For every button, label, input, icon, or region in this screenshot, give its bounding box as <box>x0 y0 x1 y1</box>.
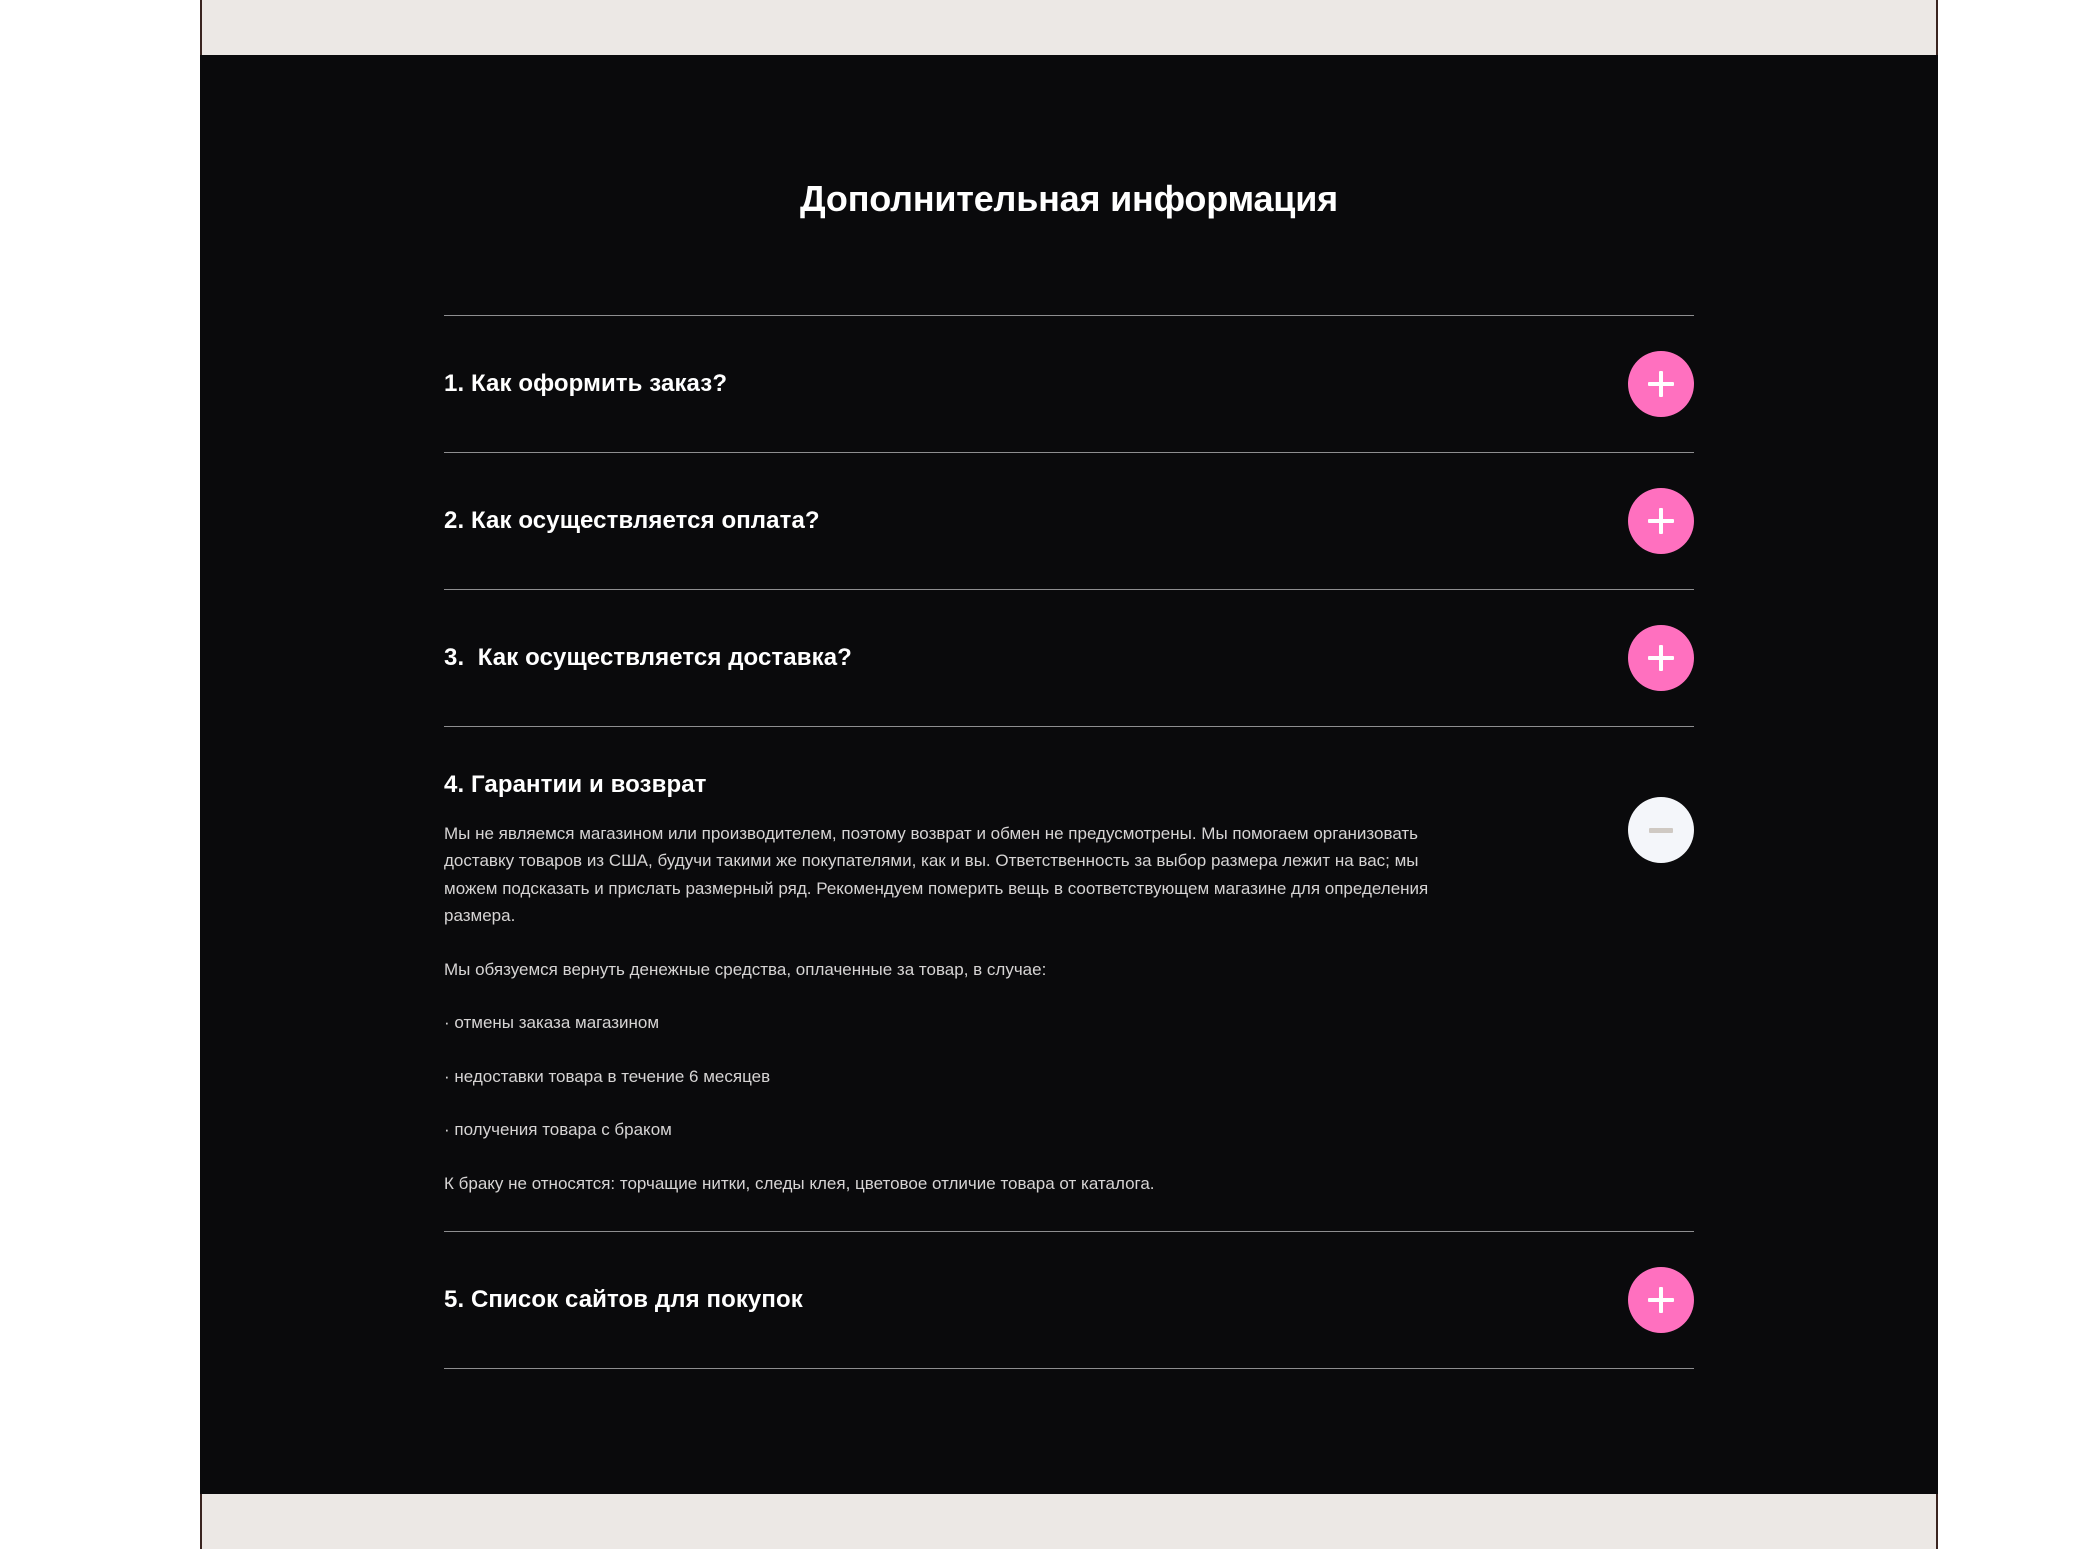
faq-item-2-header[interactable] <box>444 453 1694 589</box>
faq-item-5-header[interactable] <box>444 1232 1694 1368</box>
faq-accordion <box>444 315 1694 1369</box>
faq-paragraph: К браку не относятся: торчащие нитки, следы клея, цветовое отличие товара от каталога. <box>444 1173 1155 1193</box>
faq-item-4 <box>444 727 1694 1231</box>
faq-item-3-header[interactable] <box>444 590 1694 726</box>
faq-container <box>444 55 1694 1369</box>
page-margin-right <box>1940 0 2080 1549</box>
faq-item-3 <box>444 590 1694 726</box>
plus-bar-vertical <box>1659 1287 1663 1313</box>
faq-item-2 <box>444 453 1694 589</box>
faq-item-1-header[interactable] <box>444 316 1694 452</box>
plus-bar-vertical <box>1659 371 1663 397</box>
faq-paragraph: Мы обязуемся вернуть денежные средства, оплаченные за товар, в случае: <box>444 959 1047 979</box>
faq-item-4-header[interactable] <box>444 727 1694 801</box>
faq-paragraph: Мы не являемся магазином или производителем, поэтому возврат и обмен не предусмотрены. Мы помогаем организовать доставку товаров из США, будучи такими же покупателями, как и вы. Ответственность за выбор размера лежит на вас; мы можем подсказать и прислать размерный ряд. Рекомендуем померить вещь в соответствующем магазине для определения размера. <box>444 823 1429 926</box>
minus-icon[interactable] <box>1628 797 1694 863</box>
faq-list-item: · получения товара с браком <box>444 1120 672 1140</box>
plus-icon[interactable] <box>1628 625 1694 691</box>
faq-list-item: · отмены заказа магазином <box>444 1013 660 1033</box>
faq-item-5-question: 5. Список сайтов для покупок <box>444 1286 803 1314</box>
faq-list-item: · недоставки товара в течение 6 месяцев <box>444 1066 771 1086</box>
faq-item-3-question: 3. Как осуществляется доставка? <box>444 643 852 671</box>
page-margin-left <box>0 0 200 1549</box>
faq-item-4-body <box>444 820 1694 1232</box>
plus-icon[interactable] <box>1628 488 1694 554</box>
page-title: Дополнительная информация <box>800 178 1338 219</box>
faq-item-2-question: 2. Как осуществляется оплата? <box>444 506 820 534</box>
plus-bar-vertical <box>1659 508 1663 534</box>
plus-icon[interactable] <box>1628 351 1694 417</box>
faq-item-1-question: 1. Как оформить заказ? <box>444 369 728 397</box>
faq-item-1 <box>444 316 1694 452</box>
plus-bar-vertical <box>1659 645 1663 671</box>
plus-icon[interactable] <box>1628 1267 1694 1333</box>
faq-section <box>200 55 1938 1494</box>
minus-bar <box>1649 828 1673 833</box>
faq-item-4-question: 4. Гарантии и возврат <box>444 771 707 799</box>
faq-item-5 <box>444 1232 1694 1368</box>
divider <box>444 1368 1694 1369</box>
